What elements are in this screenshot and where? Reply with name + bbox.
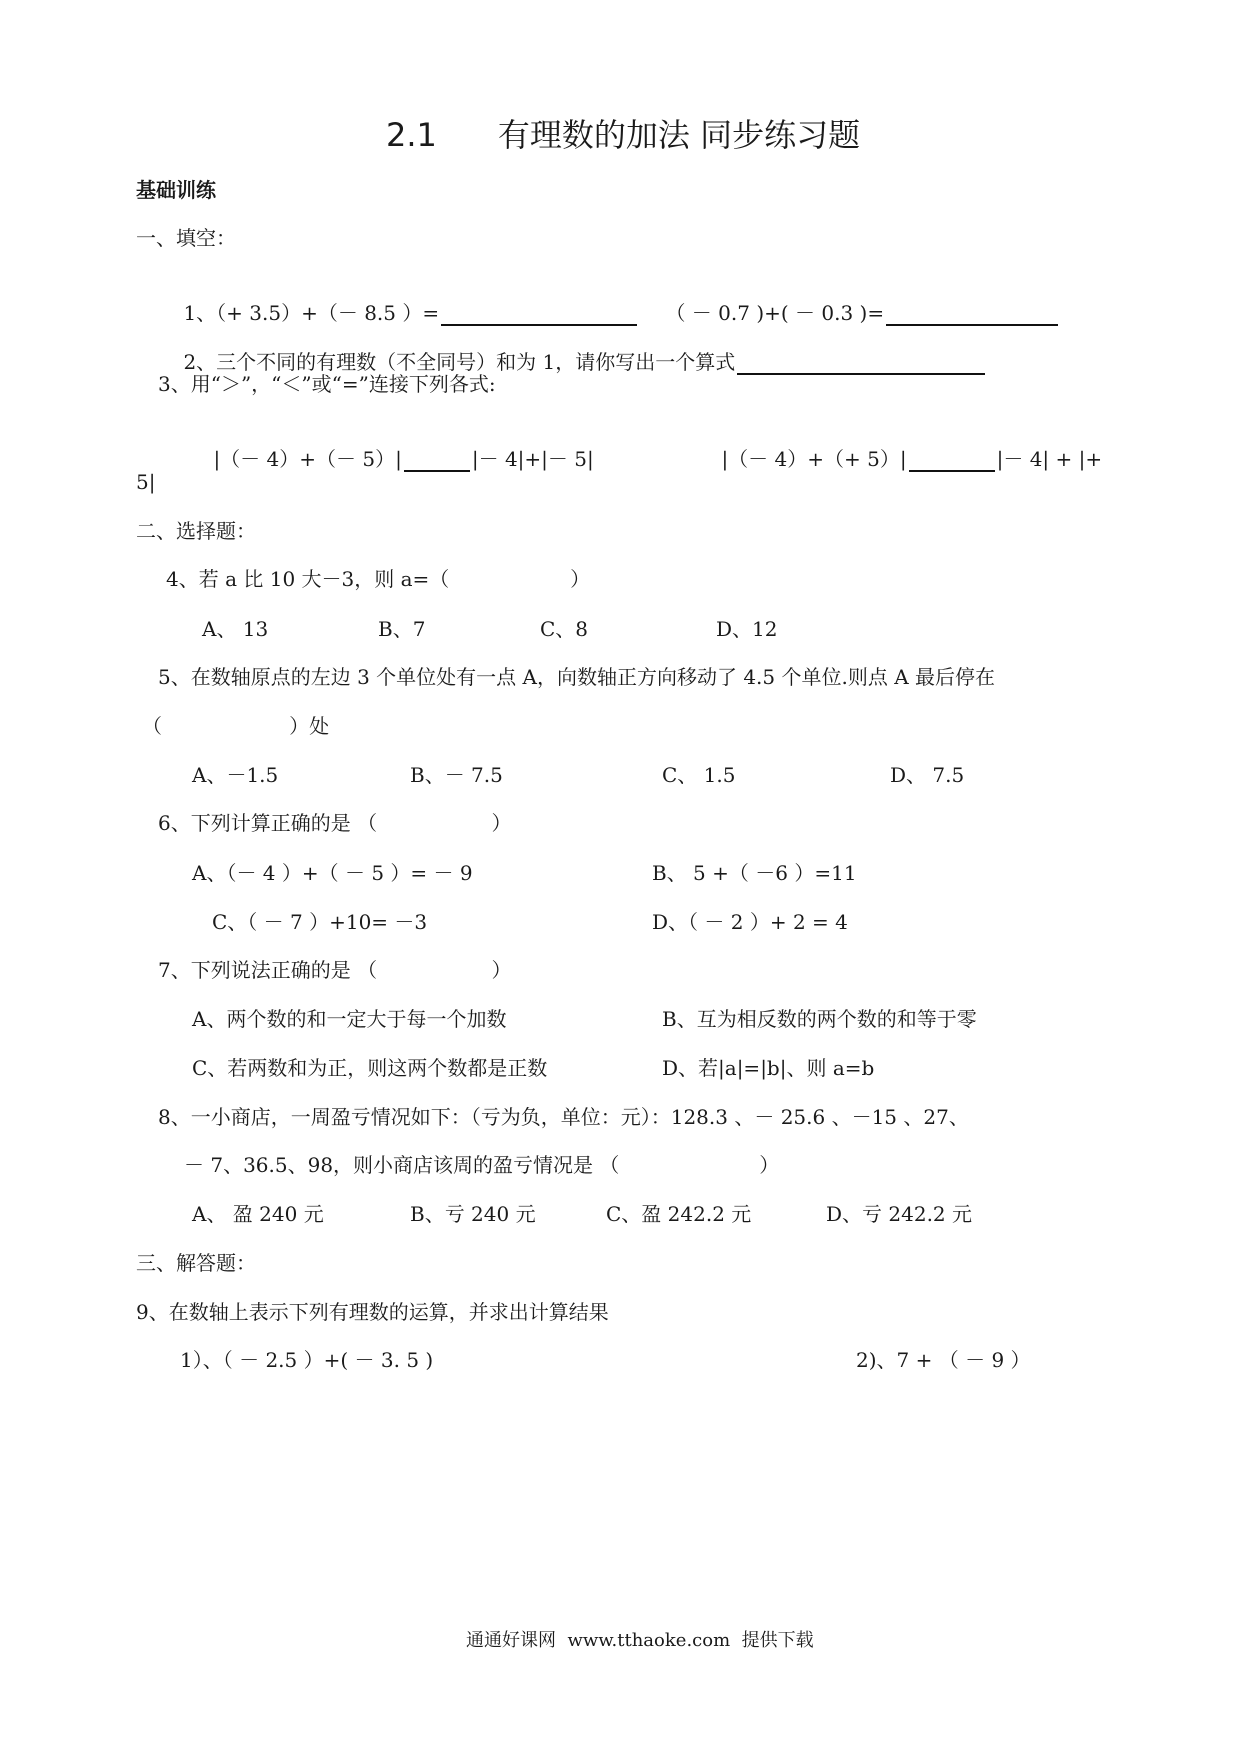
q4-option-c[interactable]: C、8 bbox=[540, 617, 589, 641]
q6-option-d[interactable]: D、（ － 2 ）+ 2 = 4 bbox=[652, 910, 848, 934]
question-3-right bbox=[696, 420, 1102, 498]
q3-wrap-text: 5| bbox=[136, 470, 156, 494]
q4-option-d[interactable]: D、12 bbox=[716, 617, 778, 641]
question-7-stem: 7、下列说法正确的是 （ ） bbox=[158, 958, 512, 982]
q8-option-b[interactable]: B、亏 240 元 bbox=[410, 1202, 536, 1226]
q5-option-d[interactable]: D、 7.5 bbox=[890, 763, 965, 787]
q9-item-1: 1）、（ － 2.5 ）+( － 3. 5 ) bbox=[180, 1348, 434, 1372]
question-4-stem: 4、若 a 比 10 大－3，则 a=（ ） bbox=[166, 567, 591, 591]
page-title: 2.1 有理数的加法 同步练习题 bbox=[386, 116, 861, 154]
question-3-prompt: 3、用“＞”，“＜”或“=”连接下列各式: bbox=[158, 372, 496, 396]
question-9-stem: 9、在数轴上表示下列有理数的运算，并求出计算结果 bbox=[136, 1300, 609, 1324]
q4-option-b[interactable]: B、7 bbox=[378, 617, 426, 641]
q5-option-b[interactable]: B、－ 7.5 bbox=[410, 763, 503, 787]
q8-option-c[interactable]: C、盈 242.2 元 bbox=[606, 1202, 752, 1226]
q9-item-2: 2)、7 + （ － 9 ） bbox=[856, 1348, 1031, 1372]
question-8-stem-cont: － 7、36.5、98，则小商店该周的盈亏情况是 （ ） bbox=[184, 1153, 780, 1177]
q5-option-c[interactable]: C、 1.5 bbox=[662, 763, 736, 787]
q3-right-expression: |（－ 4）+（+ 5）| bbox=[721, 447, 907, 471]
q2-text: 2、三个不同的有理数（不全同号）和为 1，请你写出一个算式 bbox=[183, 350, 736, 374]
question-5-stem-cont: （ ）处 bbox=[142, 714, 330, 738]
question-3-left bbox=[188, 420, 594, 498]
q7-option-d[interactable]: D、若|a|=|b|、则 a=b bbox=[662, 1056, 875, 1080]
q3-right-compare: |－ 4| + |+ bbox=[996, 447, 1103, 471]
q7-option-b[interactable]: B、互为相反数的两个数的和等于零 bbox=[662, 1007, 977, 1031]
q8-option-d[interactable]: D、亏 242.2 元 bbox=[826, 1202, 973, 1226]
question-5-stem: 5、在数轴原点的左边 3 个单位处有一点 A，向数轴正方向移动了 4.5 个单位.则点 A 最后停在 bbox=[158, 665, 996, 689]
q7-option-a[interactable]: A、两个数的和一定大于每一个加数 bbox=[192, 1007, 507, 1031]
q1-left-expression: 1、（+ 3.5）+（－ 8.5 ）= bbox=[183, 301, 440, 325]
q3-left-expression: |（－ 4）+（－ 5）| bbox=[213, 447, 402, 471]
section-label: 基础训练 bbox=[136, 178, 216, 202]
part1-heading: 一、填空： bbox=[136, 226, 236, 250]
q1-right-expression: （ － 0.7 )+( － 0.3 )= bbox=[665, 301, 885, 325]
page-footer: 通通好课网 www.tthaoke.com 提供下载 bbox=[466, 1630, 814, 1651]
q3-left-compare: |－ 4|+|－ 5| bbox=[471, 447, 594, 471]
q7-option-c[interactable]: C、若两数和为正，则这两个数都是正数 bbox=[192, 1056, 548, 1080]
q4-option-a[interactable]: A、 13 bbox=[202, 617, 269, 641]
q3-answer-blank-2[interactable] bbox=[909, 448, 995, 472]
question-6-stem: 6、下列计算正确的是 （ ） bbox=[158, 811, 512, 835]
q3-answer-blank-1[interactable] bbox=[404, 448, 470, 472]
q5-option-a[interactable]: A、－1.5 bbox=[192, 763, 279, 787]
q8-option-a[interactable]: A、 盈 240 元 bbox=[192, 1202, 324, 1226]
part2-heading: 二、选择题： bbox=[136, 519, 256, 543]
q6-option-c[interactable]: C、（ － 7 ）+10= －3 bbox=[212, 910, 428, 934]
question-8-stem: 8、一小商店，一周盈亏情况如下：（亏为负，单位：元）：128.3 、－ 25.6 、－15 、27、 bbox=[158, 1105, 969, 1129]
q6-option-a[interactable]: A、（－ 4 ）+（ － 5 ）= － 9 bbox=[192, 861, 473, 885]
part3-heading: 三、解答题： bbox=[136, 1251, 256, 1275]
q6-option-b[interactable]: B、 5 +（ －6 ）=11 bbox=[652, 861, 857, 885]
q2-answer-blank[interactable] bbox=[737, 351, 985, 375]
